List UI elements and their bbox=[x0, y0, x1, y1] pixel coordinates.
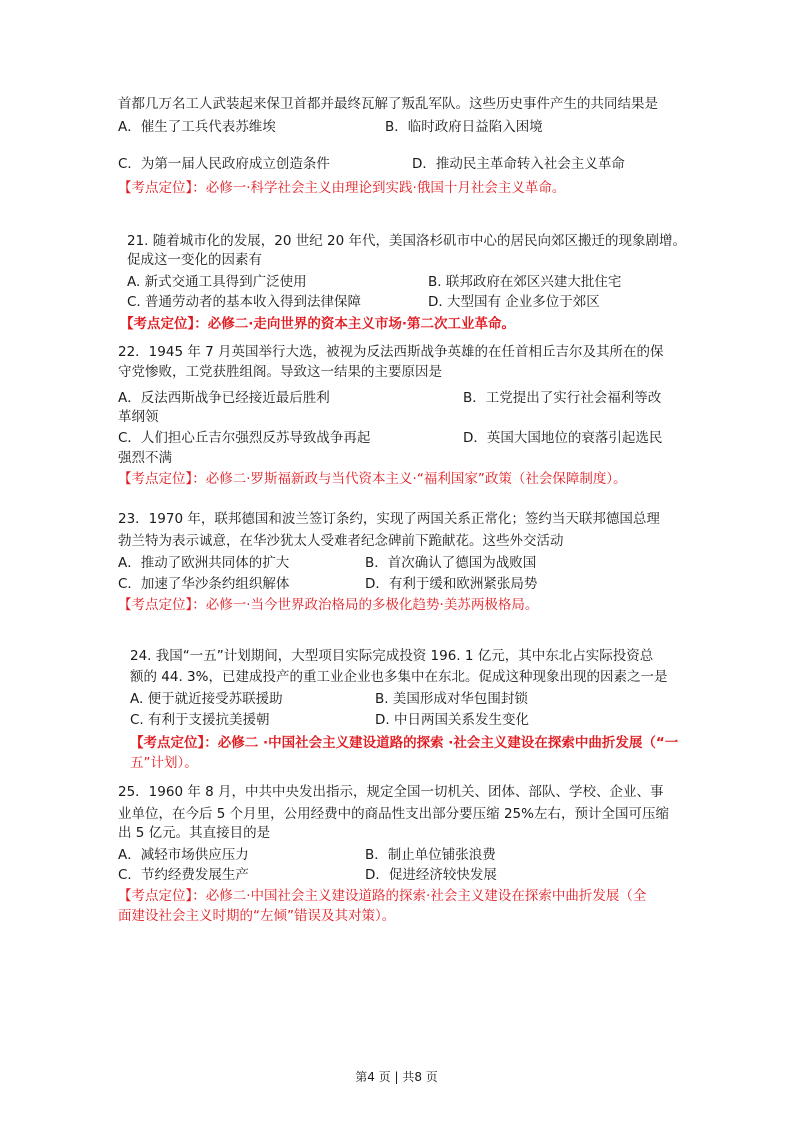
question-stem: 出 5 亿元。其直接目的是 bbox=[118, 825, 271, 841]
option-d: D．促进经济较快发展 bbox=[365, 867, 497, 883]
option-b: B．制止单位铺张浪费 bbox=[365, 847, 496, 863]
exam-point-note: 【考点定位】：必修二 ·中国社会主义建设道路的探索 ·社会主义建设在探索中曲折发展（“一 bbox=[130, 735, 679, 751]
exam-point-note: 【考点定位】：必修一·科学社会主义由理论到实践·俄国十月社会主义革命。 bbox=[118, 180, 566, 196]
exam-point-note-continued: 五”计划）。 bbox=[130, 755, 198, 771]
option-b: B. 美国形成对华包围封锁 bbox=[375, 691, 528, 707]
option-c: C．节约经费发展生产 bbox=[118, 867, 249, 883]
question-stem: 22．1945 年 7 月英国举行大选，被视为反法西斯战争英雄的在任首相丘吉尔及其所在的保 bbox=[118, 344, 664, 360]
option-a: A．催生了工兵代表苏维埃 bbox=[118, 119, 276, 135]
exam-point-note-continued: 面建设社会主义时期的“左倾”错误及其对策）。 bbox=[118, 908, 396, 924]
option-a: A．反法西斯战争已经接近最后胜利 bbox=[118, 390, 330, 406]
question-stem: 促成这一变化的因素有 bbox=[127, 252, 262, 268]
exam-point-note: 【考点定位】：必修二·中国社会主义建设道路的探索·社会主义建设在探索中曲折发展（全 bbox=[118, 888, 647, 904]
page-number-footer: 第4 页 | 共8 页 bbox=[355, 1070, 438, 1084]
exam-point-note: 【考点定位】：必修二·罗斯福新政与当代资本主义·“福利国家”政策（社会保障制度）。 bbox=[118, 471, 627, 487]
question-stem: 业单位，在今后 5 个月里，公用经费中的商品性支出部分要压缩 25%左右，预计全国可压缩 bbox=[118, 806, 669, 822]
exam-point-note: 【考点定位】：必修一·当今世界政治格局的多极化趋势·美苏两极格局。 bbox=[118, 597, 539, 613]
question-stem: 守党惨败，工党获胜组阁。导致这一结果的主要原因是 bbox=[118, 364, 442, 380]
option-c: C．人们担心丘吉尔强烈反苏导致战争再起 bbox=[118, 430, 371, 446]
option-b: B．临时政府日益陷入困境 bbox=[385, 119, 543, 135]
question-stem: 23．1970 年，联邦德国和波兰签订条约，实现了两国关系正常化；签约当天联邦德国总理 bbox=[118, 511, 660, 527]
option-c: C．加速了华沙条约组织解体 bbox=[118, 576, 290, 592]
option-d: D. 中日两国关系发生变化 bbox=[375, 712, 529, 728]
question-stem: 首都几万名工人武装起来保卫首都并最终瓦解了叛乱军队。这些历史事件产生的共同结果是 bbox=[118, 96, 658, 112]
option-d: D．英国大国地位的衰落引起选民 bbox=[463, 430, 663, 446]
option-b: B．工党提出了实行社会福利等改 bbox=[463, 390, 662, 406]
option-d: D．有利于缓和欧洲紧张局势 bbox=[365, 576, 538, 592]
option-b: B．首次确认了德国为战败国 bbox=[365, 555, 537, 571]
option-a: A．减轻市场供应压力 bbox=[118, 847, 249, 863]
option-a: A．推动了欧洲共同体的扩大 bbox=[118, 555, 290, 571]
option-c: C. 有利于支援抗美援朝 bbox=[130, 712, 270, 728]
option-a: A. 新式交通工具得到广泛使用 bbox=[127, 274, 307, 290]
option-d: D. 大型国有 企业多位于郊区 bbox=[428, 294, 600, 310]
option-c: C．为第一届人民政府成立创造条件 bbox=[118, 156, 330, 172]
option-c: C. 普通劳动者的基本收入得到法律保障 bbox=[127, 294, 362, 310]
question-stem: 24. 我国“一五”计划期间，大型项目实际完成投资 196. 1 亿元，其中东北占实际投资总 bbox=[130, 648, 654, 664]
question-stem: 额的 44. 3%，已建成投产的重工业企业也多集中在东北。促成这种现象出现的因素之一是 bbox=[130, 669, 668, 685]
question-stem: 25．1960 年 8 月，中共中央发出指示，规定全国一切机关、团体、部队、学校、企业、事 bbox=[118, 784, 664, 800]
question-stem: 21. 随着城市化的发展，20 世纪 20 年代，美国洛杉矶市中心的居民向郊区搬迁的现象剧增。 bbox=[127, 233, 686, 249]
option-a: A. 便于就近接受苏联援助 bbox=[130, 691, 283, 707]
question-stem: 勃兰特为表示诚意，在华沙犹太人受难者纪念碑前下跪献花。这些外交活动 bbox=[118, 533, 564, 549]
exam-point-note: 【考点定位】：必修二·走向世界的资本主义市场·第二次工业革命。 bbox=[120, 316, 516, 332]
option-b-continued: 革纲领 bbox=[118, 409, 159, 425]
option-b: B. 联邦政府在郊区兴建大批住宅 bbox=[428, 274, 622, 290]
option-d: D．推动民主革命转入社会主义革命 bbox=[412, 156, 625, 172]
option-d-continued: 强烈不满 bbox=[118, 450, 172, 466]
